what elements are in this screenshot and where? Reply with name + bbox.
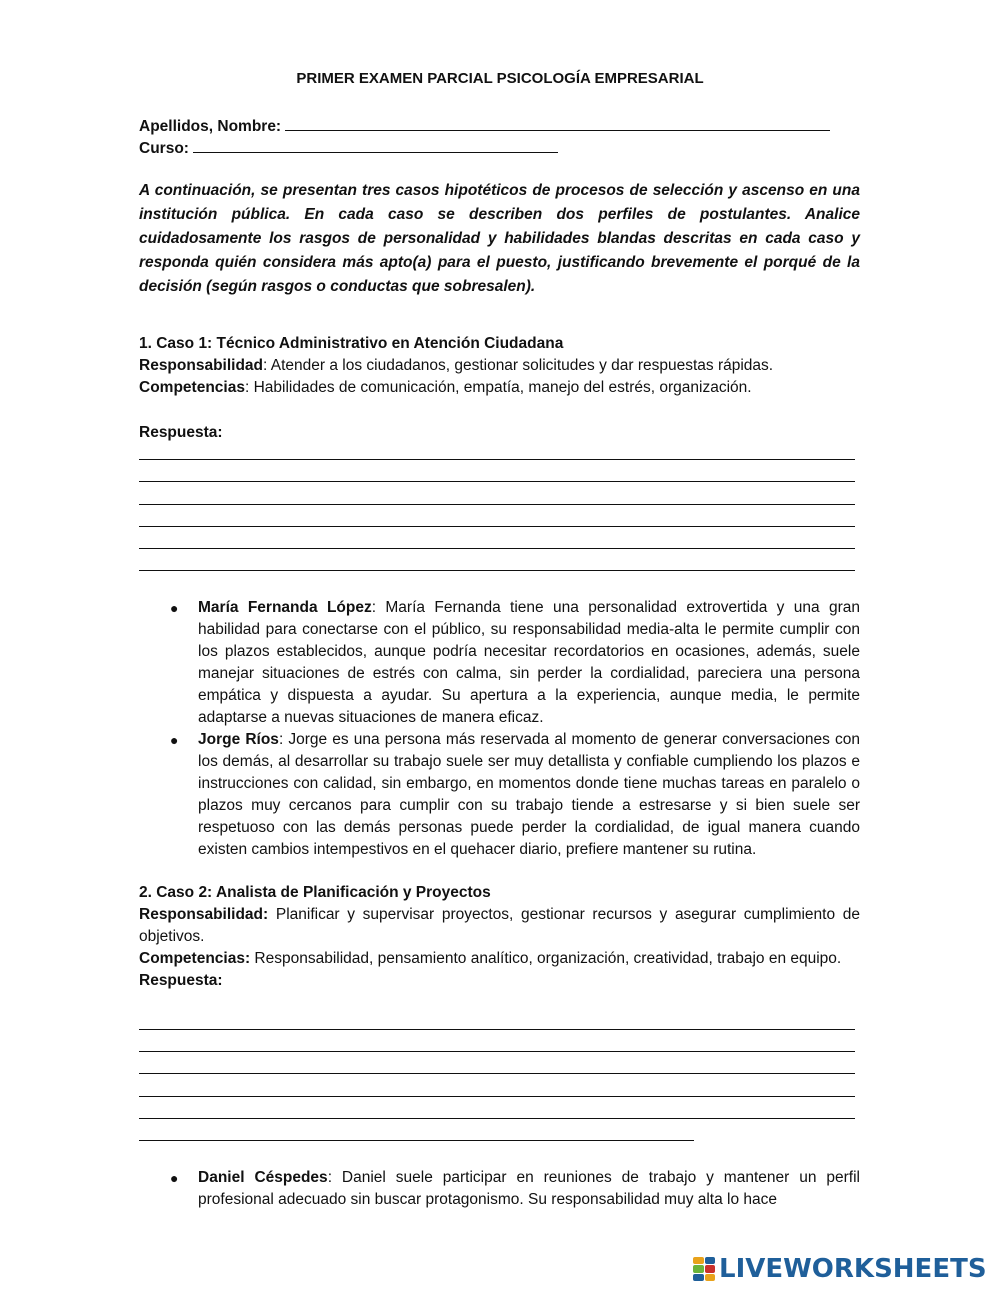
candidate-name: María Fernanda López — [198, 599, 372, 616]
candidate-item — [170, 597, 860, 729]
case2-competencies — [139, 948, 860, 970]
case2-answer-label: Respuesta: — [139, 972, 223, 989]
case2-resp-text: Planificar y supervisar proyectos, gestionar recursos y asegurar cumplimiento de objetivos. — [139, 906, 860, 945]
case2-comp-label: Competencias: — [139, 950, 251, 967]
case1-answer-line[interactable] — [139, 548, 855, 549]
candidate-description: : Daniel suele participar en reuniones de trabajo y mantener un perfil profesional adecuado sin buscar protagonismo. Su responsabilidad muy alta lo hace — [198, 1169, 860, 1208]
case1-section — [139, 333, 860, 399]
case1-resp-text: : Atender a los ciudadanos, gestionar solicitudes y dar respuestas rápidas. — [263, 357, 774, 374]
case1-answer-line[interactable] — [139, 526, 855, 527]
case1-answer-label: Respuesta: — [139, 424, 223, 441]
case2-answer-line[interactable] — [139, 1073, 855, 1074]
case2-heading: 2. Caso 2: Analista de Planificación y Proyectos — [139, 884, 491, 901]
page-title: PRIMER EXAMEN PARCIAL PSICOLOGÍA EMPRESARIAL — [296, 70, 704, 87]
case1-comp-text: : Habilidades de comunicación, empatía, manejo del estrés, organización. — [244, 379, 752, 396]
case2-answer-line[interactable] — [139, 1140, 694, 1141]
case2-answer-line[interactable] — [139, 1051, 855, 1052]
candidate-name: Daniel Céspedes — [198, 1169, 328, 1186]
case1-answer-line[interactable] — [139, 459, 855, 460]
case2-answer-line[interactable] — [139, 1118, 855, 1119]
bullet-icon: ● — [170, 732, 179, 748]
logo-mark-icon — [693, 1257, 715, 1281]
case2-section — [139, 882, 860, 992]
liveworksheets-logo[interactable] — [693, 1254, 987, 1284]
case1-comp-label: Competencias — [139, 379, 245, 396]
course-label: Curso: — [139, 140, 189, 157]
name-label: Apellidos, Nombre: — [139, 118, 282, 135]
case1-competencies — [139, 377, 860, 399]
case2-resp-label: Responsabilidad: — [139, 906, 269, 923]
case1-answer-line[interactable] — [139, 481, 855, 482]
case1-answer-line[interactable] — [139, 570, 855, 571]
case2-answer-line[interactable] — [139, 1096, 855, 1097]
case1-responsibility — [139, 355, 860, 377]
name-field[interactable] — [139, 116, 830, 136]
logo-text: LIVEWORKSHEETS — [719, 1254, 987, 1284]
name-blank-line[interactable] — [285, 116, 830, 131]
case1-resp-label: Responsabilidad — [139, 357, 264, 374]
candidate-item — [170, 1167, 860, 1211]
instructions: A continuación, se presentan tres casos hipotéticos de procesos de selección y ascenso en una institución pública. En cada caso se describen dos perfiles de postulantes. Analice cuidadosamente los rasgos de personalidad y habilidades blandas descritas en cada caso y responda quién considera más apto(a) para el puesto, justificando brevemente el porqué de la decisión (según rasgos o conductas que sobresalen). — [139, 182, 860, 295]
case2-comp-text: Responsabilidad, pensamiento analítico, organización, creatividad, trabajo en equipo. — [250, 950, 842, 967]
candidate-description: : María Fernanda tiene una personalidad extrovertida y una gran habilidad para conectarse con el público, su responsabilidad media-alta le permite cumplir con los plazos establecidos, aunque podría necesitar recordatorios en ocasiones, además, suele manejar situaciones de estrés con calma, sin perder la cordialidad, pareciera una persona empática y dispuesta a ayudar. Su apertura a la experiencia, aunque media, le permite adaptarse a nuevas situaciones de manera eficaz. — [198, 599, 860, 726]
course-blank-line[interactable] — [193, 138, 558, 153]
case1-answer-line[interactable] — [139, 504, 855, 505]
course-field[interactable] — [139, 138, 558, 158]
candidate-item — [170, 729, 860, 861]
case1-heading: 1. Caso 1: Técnico Administrativo en Atención Ciudadana — [139, 335, 564, 352]
bullet-icon: ● — [170, 1170, 179, 1186]
bullet-icon: ● — [170, 600, 179, 616]
candidate-name: Jorge Ríos — [198, 731, 279, 748]
case2-answer-line[interactable] — [139, 1029, 855, 1030]
candidate-description: : Jorge es una persona más reservada al momento de generar conversaciones con los demás, al desarrollar su trabajo suele ser muy detallista y confiable cumpliendo los plazos e instrucciones con calidad, sin embargo, en momentos donde tiene muchas tareas en paralelo o plazos muy cercanos para cumplir con su trabajo tiende a estresarse y si bien suele ser respetuoso con las demás personas puede perder la cordialidad, de igual manera cuando existen cambios intempestivos en el quehacer diario, prefiere mantener su rutina. — [198, 731, 860, 858]
case2-responsibility — [139, 904, 860, 948]
